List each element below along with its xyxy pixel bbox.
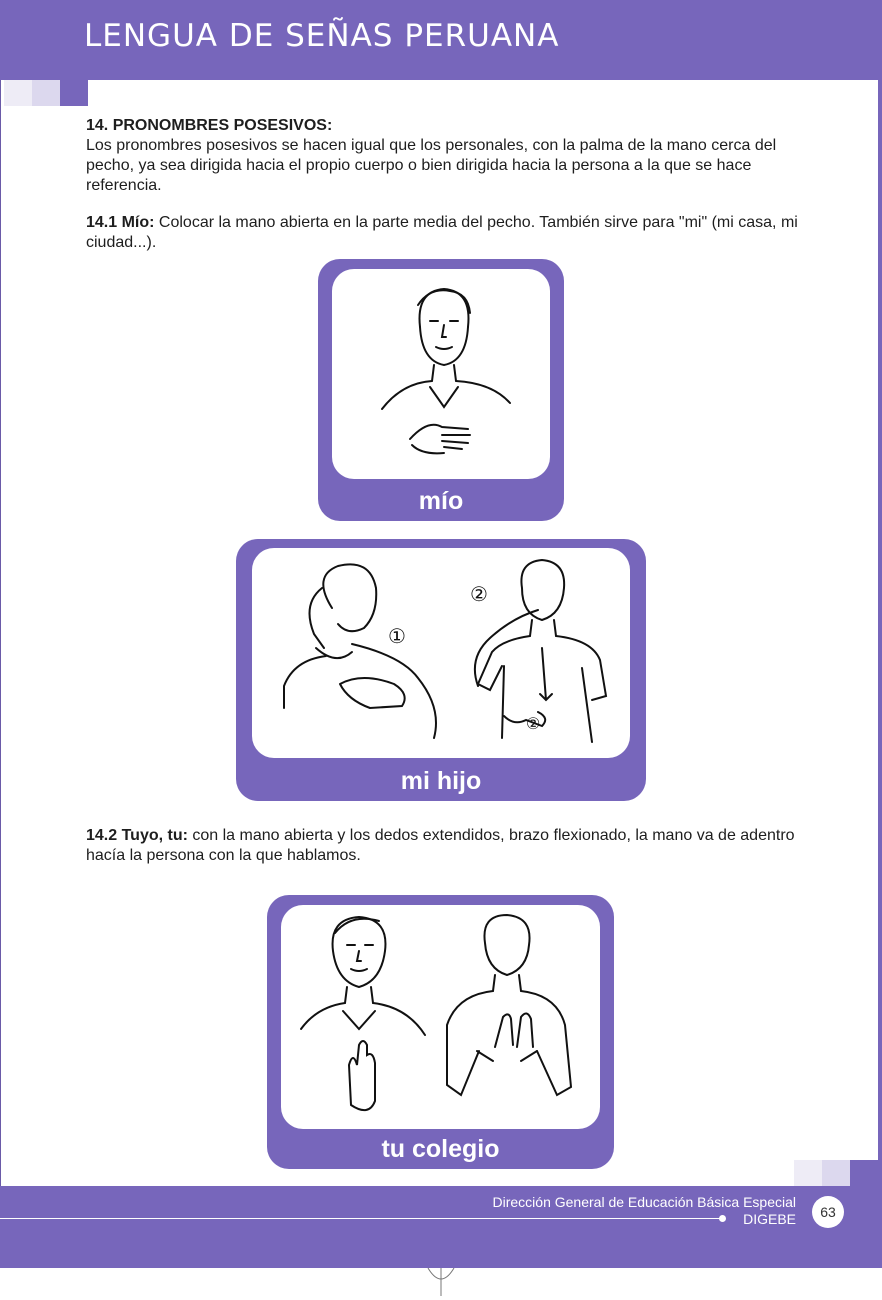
crop-mark-icon bbox=[426, 1268, 456, 1300]
footer-credit bbox=[493, 1194, 797, 1228]
section-14-1-paragraph bbox=[86, 213, 798, 253]
section-14-2-paragraph bbox=[86, 826, 798, 866]
footer-decoration bbox=[794, 1160, 878, 1186]
section-14-1 bbox=[86, 213, 798, 253]
right-strip bbox=[878, 80, 882, 1188]
section-14-2-text: con la mano abierta y los dedos extendidos, brazo flexionado, la mano va de adentro hacía la persona con la que hablamos. bbox=[86, 827, 795, 864]
sign-illustration-frame bbox=[252, 548, 630, 758]
section-14-2-term: 14.2 Tuyo, tu: bbox=[86, 827, 188, 844]
card-label-mi-hijo: mi hijo bbox=[400, 767, 482, 795]
page-number: 63 bbox=[812, 1196, 844, 1228]
header-decoration bbox=[4, 80, 88, 106]
card-label-mio: mío bbox=[418, 487, 464, 515]
step-marker-2: ② bbox=[470, 584, 488, 606]
card-label-tu-colegio: tu colegio bbox=[381, 1135, 500, 1163]
sign-illustration-tu-colegio bbox=[281, 905, 600, 1129]
footer-acronym: DIGEBE bbox=[743, 1211, 796, 1227]
sign-illustration-mi-hijo bbox=[252, 548, 630, 758]
header-title: LENGUA DE SEÑAS PERUANA bbox=[84, 18, 560, 54]
section-14-2 bbox=[86, 826, 798, 866]
sign-illustration-frame bbox=[332, 269, 550, 479]
header-band bbox=[0, 0, 882, 80]
sign-card-mi-hijo bbox=[236, 539, 646, 801]
sign-illustration-mio bbox=[332, 269, 550, 479]
footer-institution: Dirección General de Educación Básica Especial bbox=[492, 1194, 796, 1210]
section-14-body: Los pronombres posesivos se hacen igual que los personales, con la palma de la mano cerca del pecho, ya sea dirigida hacia el propio cuerpo o bien dirigida hacia la persona a la que se hace referencia. bbox=[86, 137, 777, 194]
step-marker-2b: ② bbox=[526, 716, 541, 733]
section-14-1-text: Colocar la mano abierta en la parte media del pecho. También sirve para "mi" (mi casa, mi ciudad...). bbox=[86, 214, 798, 251]
sign-card-mio bbox=[318, 259, 564, 521]
sign-illustration-frame bbox=[281, 905, 600, 1129]
section-14 bbox=[86, 116, 798, 196]
section-14-1-term: 14.1 Mío: bbox=[86, 214, 155, 231]
sign-card-tu-colegio bbox=[267, 895, 614, 1169]
section-14-heading: 14. PRONOMBRES POSESIVOS: bbox=[86, 117, 333, 134]
step-marker-1: ① bbox=[388, 626, 406, 648]
